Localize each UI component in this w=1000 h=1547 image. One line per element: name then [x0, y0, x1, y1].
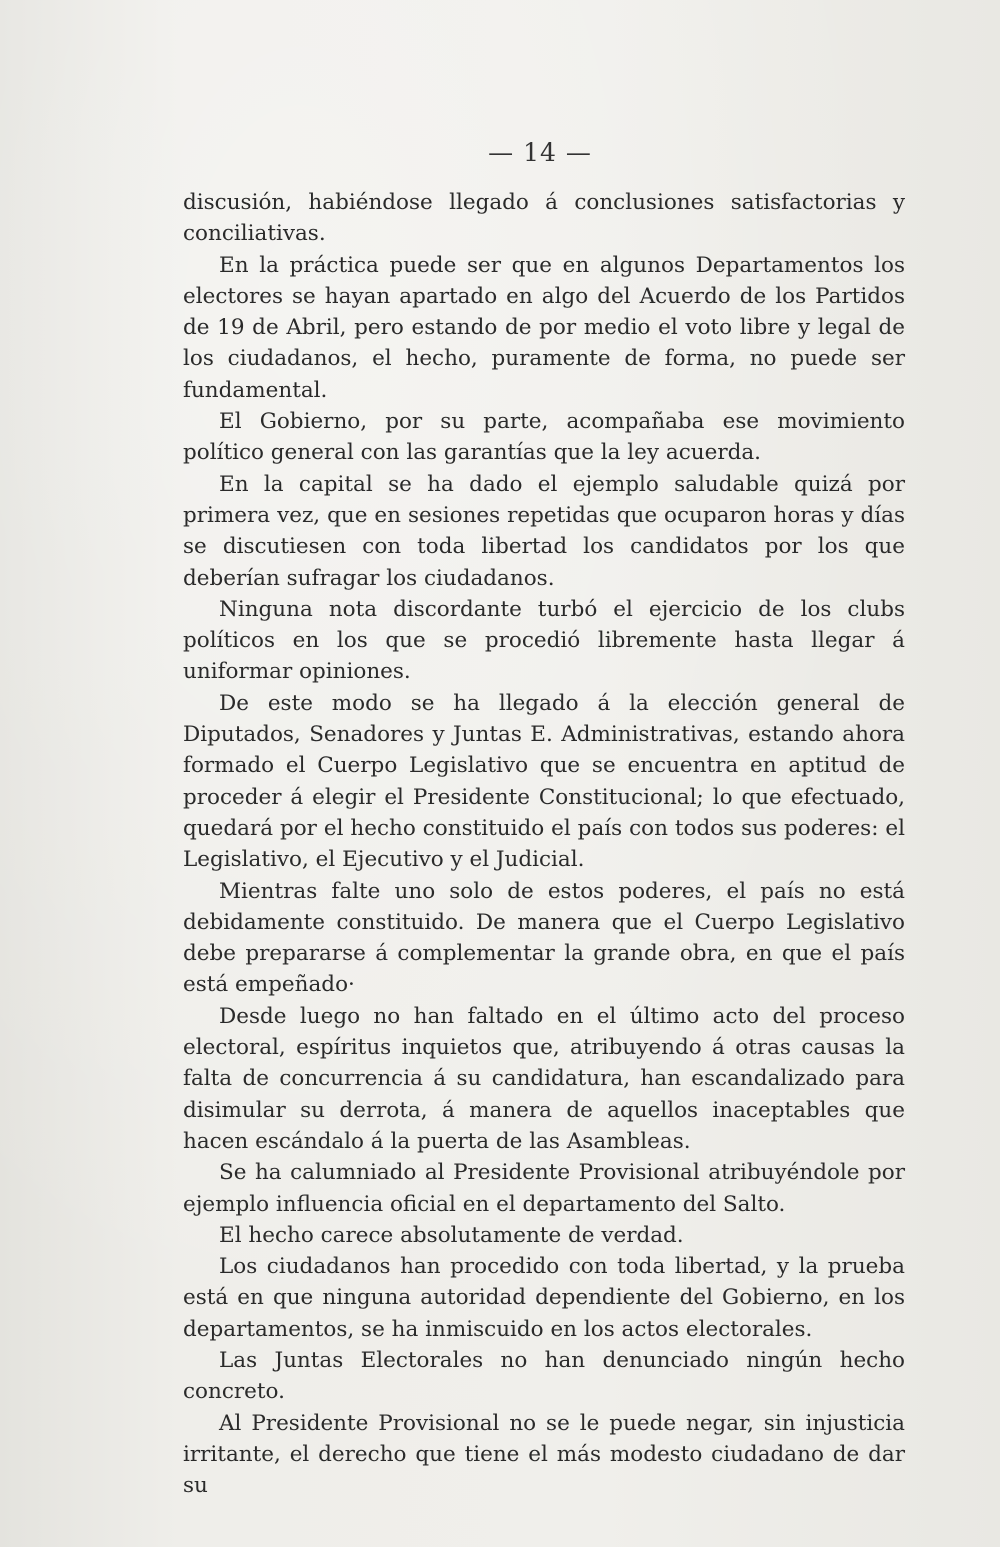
- paragraph: Se ha calumniado al Presidente Provisional atribuyéndole por ejemplo influencia oficial en el departamento del Salto.: [183, 1160, 905, 1217]
- paragraph-continuation: discusión, habiéndose llegado á conclusiones satisfactorias y conciliativas.: [183, 190, 905, 247]
- paragraph: Mientras falte uno solo de estos poderes, el país no está debidamente constituido. De manera que el Cuerpo Legislativo debe prepararse á complementar la grande obra, en que el país está empeñado·: [183, 878, 905, 998]
- page-number: — 14 —: [488, 138, 592, 167]
- paragraph: Ninguna nota discordante turbó el ejercicio de los clubs políticos en los que se procedió libremente hasta llegar á uniformar opiniones.: [183, 596, 905, 685]
- paragraph: Las Juntas Electorales no han denunciado ningún hecho concreto.: [183, 1347, 905, 1405]
- paragraph: De este modo se ha llegado á la elección general de Diputados, Senadores y Juntas E. Administrativas, estando ahora formado el Cuerpo Legislativo que se encuentra en aptitud de proceder á elegir el Presidente Constitucional; lo que efectuado, quedará por el hecho constituido el país con todos sus poderes: el Legislativo, el Ejecutivo y el Judicial.: [183, 690, 905, 873]
- paragraph: Al Presidente Provisional no se le puede negar, sin injusticia irritante, el derecho que tiene el más modesto ciudadano de dar su: [183, 1410, 905, 1499]
- paragraph: En la práctica puede ser que en algunos Departamentos los electores se hayan apartado en algo del Acuerdo de los Partidos de 19 de Abril, pero estando de por medio el voto libre y legal de los ciudadanos, el hecho, puramente de forma, no puede ser fundamental.: [183, 252, 905, 403]
- paragraph: Los ciudadanos han procedido con toda libertad, y la prueba está en que ninguna autoridad dependiente del Gobierno, en los departamentos, se ha inmiscuido en los actos electorales.: [183, 1254, 905, 1342]
- paragraph: El hecho carece absolutamente de verdad.: [219, 1222, 684, 1248]
- body-text: [183, 187, 905, 1501]
- paragraph: El Gobierno, por su parte, acompañaba ese movimiento político general con las garantías que la ley acuerda.: [183, 409, 905, 466]
- paragraph: Desde luego no han faltado en el último acto del proceso electoral, espíritus inquietos que, atribuyendo á otras causas la falta de concurrencia á su candidatura, han escandalizado para disimular su derrota, á manera de aquellos inaceptables que hacen escándalo á la puerta de las Asambleas.: [183, 1003, 905, 1154]
- paragraph: En la capital se ha dado el ejemplo saludable quizá por primera vez, que en sesiones repetidas que ocuparon horas y días se discutiesen con toda libertad los candidatos por los que deberían sufragar los ciudadanos.: [183, 471, 905, 591]
